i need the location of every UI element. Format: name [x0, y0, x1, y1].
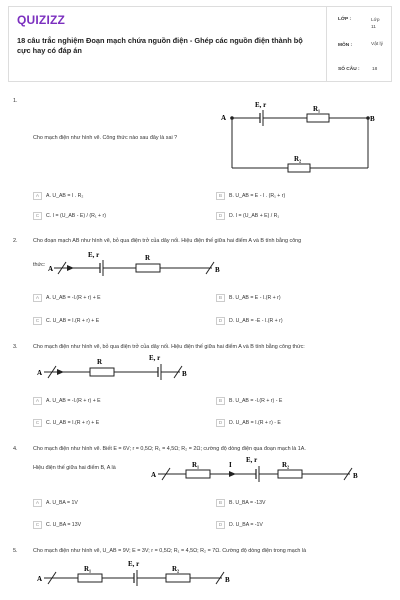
quizizz-logo: QUIZIZZ — [17, 13, 66, 27]
circuit-node-a: A — [37, 369, 43, 377]
question-2-text-cont: thức: — [33, 262, 46, 268]
mon-value: Vật lý — [371, 42, 383, 47]
question-2-text: Cho đoạn mạch AB như hình vẽ, bỏ qua điện trở của dây nối. Hiệu điện thế giữa hai điểm A và B tính bằng công — [33, 238, 302, 244]
question-1-option-d[interactable]: D D. I = (U_AB + E) / R₁ — [216, 211, 279, 221]
question-2-option-a[interactable]: A A. U_AB = -I.(R + r) + E — [33, 293, 101, 303]
socau-value: 18 — [372, 67, 378, 72]
lop-value: Lớp 11 — [371, 18, 380, 30]
question-4-number: 4. — [13, 446, 18, 452]
circuit-node-b: B — [182, 370, 187, 378]
circuit-source-label: E, r — [246, 456, 258, 464]
circuit-node-a: A — [48, 265, 54, 273]
circuit-r-label: R — [97, 358, 103, 366]
question-1-option-c[interactable]: C C. I = (U_AB - E) / (R₁ + r) — [33, 211, 106, 221]
worksheet-header — [8, 6, 392, 82]
circuit-r1-label: R₁ — [192, 461, 200, 469]
question-1-number: 1. — [13, 98, 18, 104]
question-2-option-b[interactable]: B B. U_AB = E - I.(R + r) — [216, 293, 281, 303]
circuit-node-a: A — [151, 471, 157, 479]
question-3-option-c[interactable]: C C. U_AB = I.(R + r) + E — [33, 418, 99, 428]
question-5-circuit — [36, 556, 236, 590]
circuit-r-label: R — [145, 254, 151, 262]
question-1-option-a[interactable]: A A. U_AB = I . R₂ — [33, 191, 83, 201]
question-1-option-b[interactable]: B B. U_AB = E - I . (R₁ + r) — [216, 191, 285, 201]
question-4-text-cont: Hiệu điện thế giữa hai điểm B, A là — [33, 465, 116, 471]
question-3-option-a[interactable]: A A. U_AB = -I.(R + r) + E — [33, 396, 101, 406]
question-4-option-a[interactable]: A A. U_BA = 1V — [33, 498, 78, 508]
circuit-node-b: B — [370, 115, 375, 123]
socau-label: SỐ CÂU : — [338, 67, 360, 72]
question-1-text: Cho mạch điện như hình vẽ. Công thức nào sau đây là sai ? — [33, 135, 178, 141]
question-3-circuit — [36, 350, 216, 384]
question-2-number: 2. — [13, 238, 18, 244]
question-3-option-b[interactable]: B B. U_AB = -I.(R + r) - E — [216, 396, 282, 406]
question-5-number: 5. — [13, 548, 18, 554]
circuit-r2-label: R₂ — [294, 155, 302, 163]
circuit-current-label: I — [229, 461, 232, 469]
circuit-r1-label: R₁ — [313, 105, 321, 113]
question-4-text: Cho mạch điện như hình vẽ. Biết E = 6V; r = 0,5Ω; R₁ = 4,5Ω; R₂ = 2Ω; cường độ dòng điện qua đoạn mạch là 1A. — [33, 446, 306, 452]
question-3-option-d[interactable]: D D. U_AB = I.(R + r) - E — [216, 418, 281, 428]
question-1-circuit — [212, 98, 392, 178]
worksheet-title: 18 câu trắc nghiệm Đoạn mạch chứa nguồn điện - Ghép các nguồn điện thành bộ cực hay có đáp án — [17, 36, 303, 55]
circuit-node-b: B — [225, 576, 230, 584]
question-4-option-b[interactable]: B B. U_BA = -13V — [216, 498, 265, 508]
question-2-option-c[interactable]: C C. U_AB = I.(R + r) + E — [33, 316, 99, 326]
question-2-option-d[interactable]: D D. U_AB = -E - I.(R + r) — [216, 316, 283, 326]
circuit-source-label: E, r — [128, 560, 140, 568]
mon-label: MÔN : — [338, 43, 353, 48]
question-2-circuit — [48, 248, 228, 282]
circuit-source-label: E, r — [255, 101, 267, 109]
circuit-source-label: E, r — [88, 251, 100, 259]
question-4-circuit — [150, 452, 370, 486]
question-3-text: Cho mạch điện như hình vẽ, bỏ qua điện trở của dây nối. Hiệu điện thế giữa hai điểm A và B tính bằng công thức: — [33, 344, 305, 350]
circuit-r2-label: R₂ — [172, 565, 180, 573]
circuit-node-b: B — [215, 266, 220, 274]
question-3-number: 3. — [13, 344, 18, 350]
header-divider — [326, 7, 327, 81]
question-4-option-c[interactable]: C C. U_BA = 13V — [33, 520, 81, 530]
question-4-option-d[interactable]: D D. U_BA = -1V — [216, 520, 263, 530]
circuit-node-a: A — [37, 575, 43, 583]
circuit-r1-label: R₁ — [84, 565, 92, 573]
circuit-r2-label: R₂ — [282, 461, 290, 469]
circuit-node-a: A — [221, 114, 227, 122]
question-5-text: Cho mạch điện như hình vẽ, U_AB = 9V; E = 3V; r = 0,5Ω; R₁ = 4,5Ω; R₂ = 7Ω. Cường độ dòng điện trong mạch là — [33, 548, 307, 554]
circuit-source-label: E, r — [149, 354, 161, 362]
circuit-node-b: B — [353, 472, 358, 480]
lop-label: LỚP : — [338, 17, 352, 22]
